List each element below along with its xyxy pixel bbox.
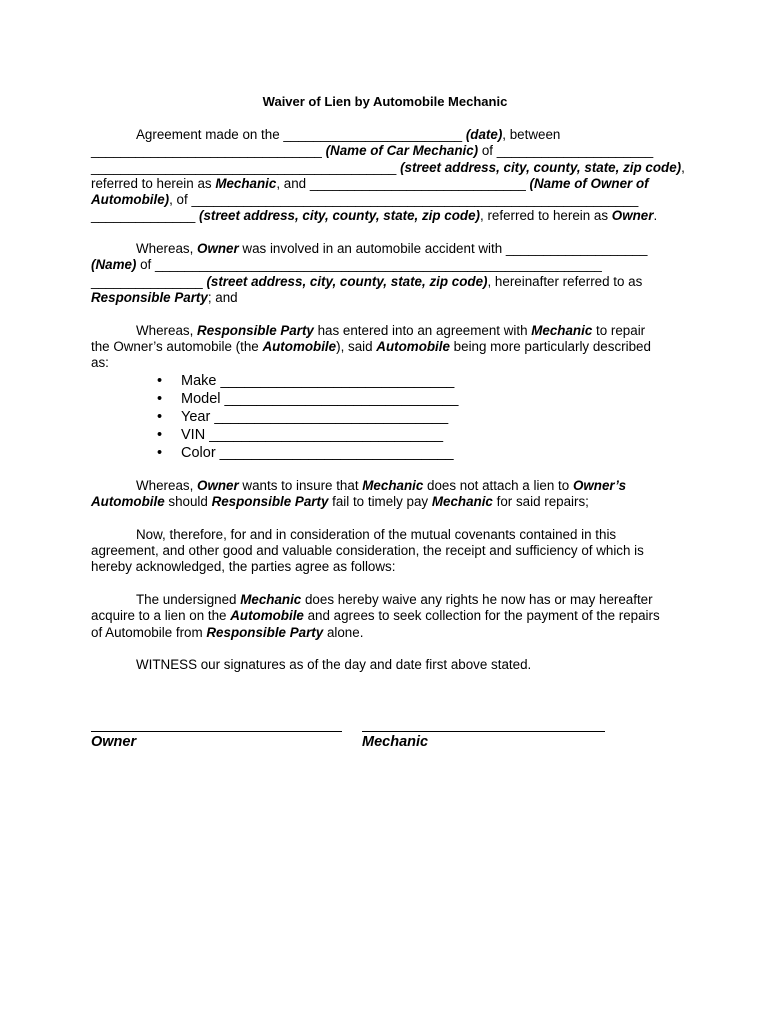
p3-line-2: the Owner’s automobile (the Automobile), said Automobile being more particularly described — [91, 339, 651, 354]
p5-line-3: hereby acknowledged, the parties agree as follows: — [91, 559, 396, 574]
p4-line-1: Whereas, Owner wants to insure that Mechanic does not attach a lien to Owner’s — [136, 478, 627, 493]
list-item-vin: • VIN _____________________________ — [157, 427, 444, 443]
witness-line: WITNESS our signatures as of the day and date first above stated. — [136, 657, 532, 672]
p2-line-3: _______________ (street address, city, county, state, zip code), hereinafter referred to as — [91, 274, 643, 289]
p6-line-2: acquire to a lien on the Automobile and agrees to seek collection for the payment of the repairs — [91, 608, 660, 623]
p3-line-3: as: — [91, 355, 109, 370]
list-item-year: • Year _____________________________ — [157, 409, 449, 425]
p3-line-1: Whereas, Responsible Party has entered into an agreement with Mechanic to repair — [136, 323, 646, 338]
p4-line-2: Automobile should Responsible Party fail to timely pay Mechanic for said repairs; — [91, 494, 589, 509]
p1-line-1: Agreement made on the ________________________ (date), between — [136, 127, 561, 142]
p2-line-4: Responsible Party; and — [91, 290, 238, 305]
p1-line-6: ______________ (street address, city, county, state, zip code), referred to herein as Owner. — [91, 208, 658, 223]
list-item-model: • Model _____________________________ — [157, 391, 459, 407]
p5-line-2: agreement, and other good and valuable consideration, the receipt and sufficiency of which is — [91, 543, 644, 558]
p2-line-1: Whereas, Owner was involved in an automobile accident with ___________________ — [136, 241, 648, 256]
mechanic-signature-line — [362, 731, 605, 732]
p1-line-5: Automobile), of ____________________________________________________________ — [91, 192, 639, 207]
p5-line-1: Now, therefore, for and in consideration of the mutual covenants contained in this — [136, 527, 617, 542]
document-title: Waiver of Lien by Automobile Mechanic — [262, 94, 508, 109]
p2-line-2: (Name) of ____________________________________________________________ — [91, 257, 602, 272]
list-item-color: • Color _____________________________ — [157, 445, 454, 461]
p1-line-3: _________________________________________ (street address, city, county, state, zip code), — [91, 160, 685, 175]
p6-line-1: The undersigned Mechanic does hereby waive any rights he now has or may hereafter — [136, 592, 653, 607]
p1-line-2: _______________________________ (Name of Car Mechanic) of _____________________ — [91, 143, 654, 158]
list-item-make: • Make _____________________________ — [157, 373, 455, 389]
owner-signature-line — [91, 731, 342, 732]
owner-signature-label: Owner — [91, 734, 137, 750]
p6-line-3: of Automobile from Responsible Party alone. — [91, 625, 364, 640]
mechanic-signature-label: Mechanic — [362, 734, 429, 750]
p1-line-4: referred to herein as Mechanic, and _____________________________ (Name of Owner of — [91, 176, 649, 191]
